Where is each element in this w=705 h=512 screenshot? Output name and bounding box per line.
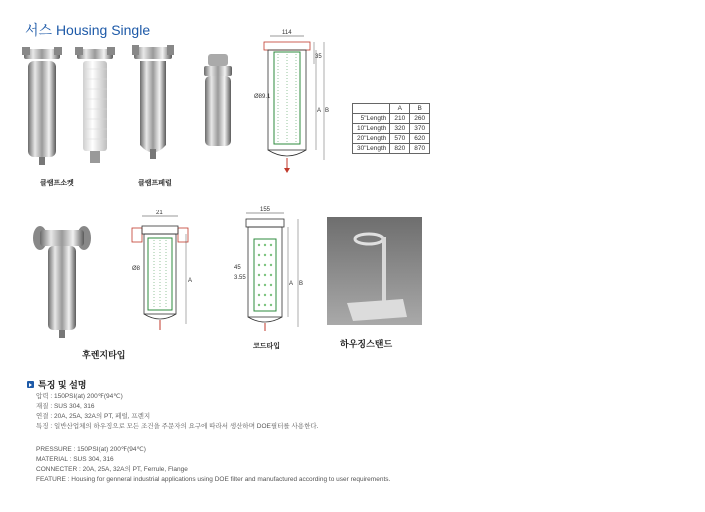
- table-cell: 370: [410, 124, 430, 134]
- caption-stand: 하우징스탠드: [340, 339, 393, 349]
- d3-b: B: [299, 281, 304, 287]
- dim-top-width: 114: [282, 30, 292, 36]
- dim-b: B: [325, 108, 330, 114]
- caption-clamp-sock: 클램프소켓: [40, 180, 74, 187]
- section-heading: [27, 378, 86, 391]
- table-cell: 210: [390, 114, 410, 124]
- table-row: [353, 134, 430, 144]
- spec-line: MATERIAL : SUS 304, 316: [36, 456, 114, 463]
- spec-line: 압력 : 150PSI(at) 200℉(94℃): [36, 393, 123, 400]
- d3-35: 3.55: [234, 275, 246, 281]
- housing-clamp-ferrule-photo: [75, 45, 115, 170]
- table-cell: 870: [410, 144, 430, 154]
- spec-line: 연결 : 20A, 25A, 32A의 PT, 페럴, 프렌지: [36, 413, 151, 420]
- table-cell: 820: [390, 144, 410, 154]
- dim-a: A: [317, 108, 322, 114]
- table-cell: 570: [390, 134, 410, 144]
- d2-dia: Ø8: [132, 266, 141, 272]
- housing-tall-photo: [132, 45, 174, 170]
- housing-short-photo: [200, 52, 236, 152]
- d3-a: A: [289, 281, 294, 287]
- table-header-cell: A: [390, 104, 410, 114]
- spec-line: PRESSURE : 150PSI(at) 200℉(94℃): [36, 446, 146, 453]
- table-header-cell: B: [410, 104, 430, 114]
- d3-45: 45: [234, 265, 241, 271]
- spec-line: CONNECTER : 20A, 25A, 32A의 PT, Ferrule, Flange: [36, 466, 188, 473]
- housing-flange-photo: [32, 220, 92, 340]
- spec-english: [36, 445, 390, 485]
- table-cell: 20"Length: [353, 134, 390, 144]
- caption-code-type: 코드타입: [253, 343, 281, 350]
- caption-flange-type: 후렌지타입: [82, 350, 126, 360]
- technical-drawing-code: [232, 205, 307, 335]
- spec-line: 특징 : 일반산업체의 하우징으로 모든 조건을 주문자의 요구에 따라서 생산하며 DOE필터를 사용한다.: [36, 423, 319, 430]
- table-cell: 320: [390, 124, 410, 134]
- dim-diameter: Ø89.1: [254, 94, 271, 100]
- d2-top: 21: [156, 210, 163, 216]
- housing-stand-photo: [327, 217, 422, 325]
- technical-drawing-flange: [128, 210, 203, 340]
- table-cell: 620: [410, 134, 430, 144]
- dimension-table: [352, 103, 430, 154]
- table-row: [353, 114, 430, 124]
- table-cell: 10"Length: [353, 124, 390, 134]
- housing-clamp-socket-photo: [22, 45, 62, 170]
- section-heading-text: 특징 및 설명: [38, 380, 87, 390]
- d3-top: 155: [260, 207, 271, 213]
- spec-korean: [36, 392, 318, 432]
- page-title: 서스 Housing Single: [25, 22, 151, 38]
- caption-clamp-ferrule: 클램프페럴: [138, 180, 172, 187]
- technical-drawing-standard: [252, 28, 332, 178]
- table-header-row: [353, 104, 430, 114]
- spec-line: FEATURE : Housing for genneral industrial applications using DOE filter and manufactured according to user requirements.: [36, 476, 391, 483]
- spec-line: 재질 : SUS 304, 316: [36, 403, 95, 410]
- table-row: [353, 144, 430, 154]
- play-bullet-icon: [27, 381, 34, 388]
- table-cell: 30"Length: [353, 144, 390, 154]
- dim-35: 35: [315, 54, 322, 60]
- table-row: [353, 124, 430, 134]
- d2-a: A: [188, 278, 193, 284]
- table-header-cell: [353, 104, 390, 114]
- table-cell: 5"Length: [353, 114, 390, 124]
- table-cell: 260: [410, 114, 430, 124]
